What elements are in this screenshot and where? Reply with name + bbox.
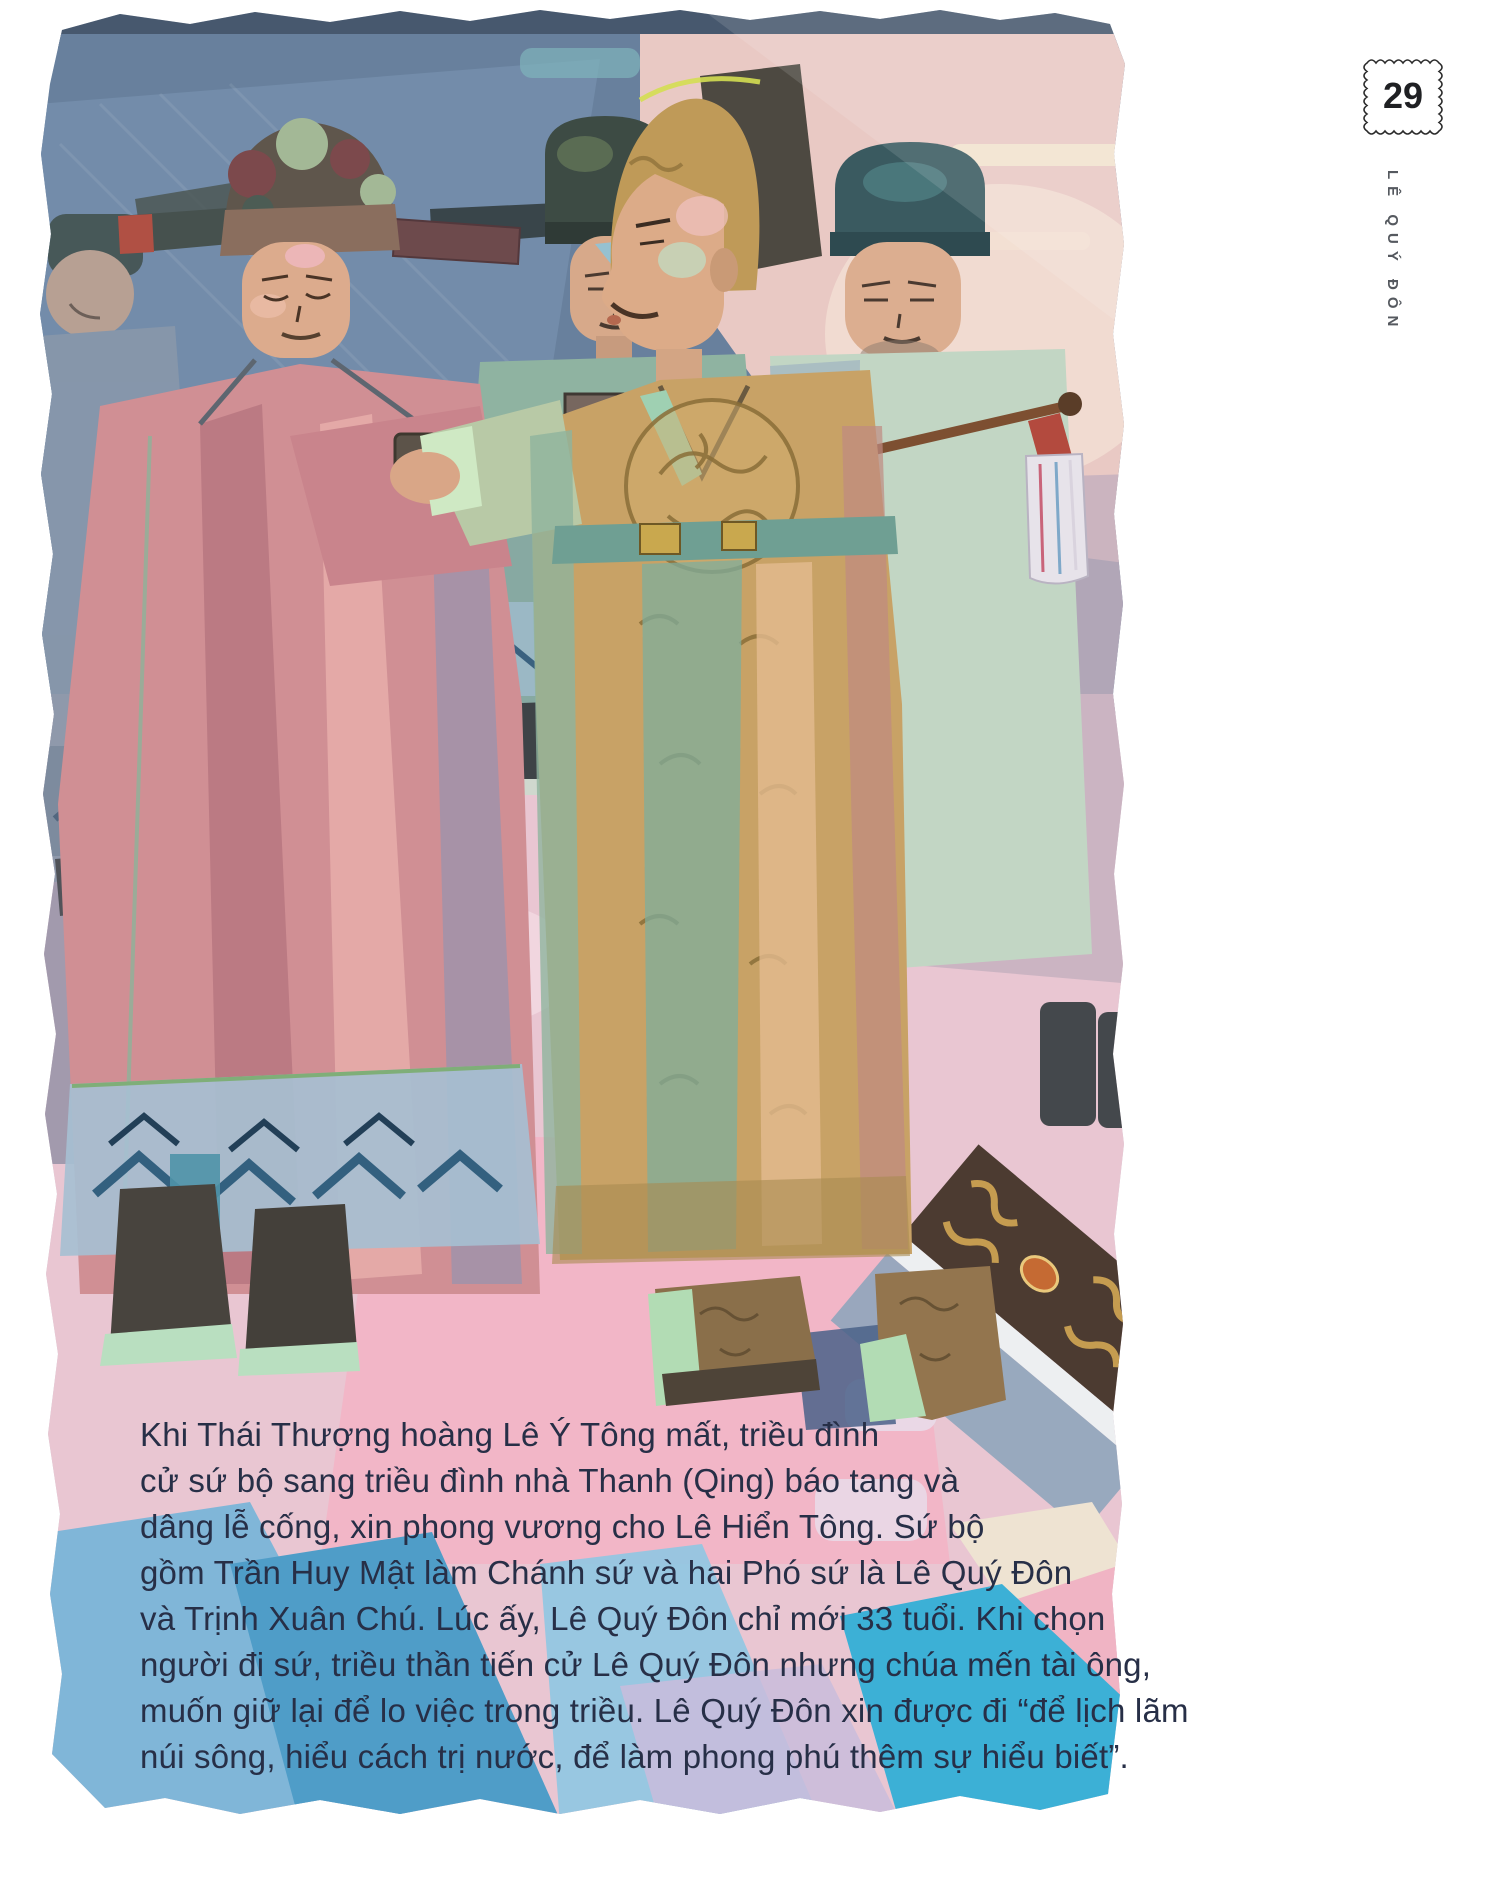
boot — [110, 1184, 232, 1346]
belt-plaque — [722, 522, 756, 550]
caption-line: và Trịnh Xuân Chú. Lúc ấy, Lê Quý Đôn chỉ mới 33 tuổi. Khi chọn — [140, 1600, 1106, 1637]
staff-pommel — [1058, 392, 1082, 416]
boot — [245, 1204, 357, 1358]
caption-line: người đi sứ, triều thần tiến cử Lê Quý Đôn nhưng chúa mến tài ông, — [140, 1646, 1152, 1683]
ear — [710, 248, 738, 292]
hat-wing-tip — [118, 214, 154, 254]
side-title: LÊ QUÝ ĐÔN — [1384, 170, 1401, 334]
caption-line: cử sứ bộ sang triều đình nhà Thanh (Qing) báo tang và — [140, 1462, 960, 1499]
face-highlight-green — [658, 242, 706, 278]
forehead-highlight — [285, 244, 325, 268]
boot — [1040, 1002, 1096, 1126]
hat-ornament — [228, 150, 276, 198]
belt-plaque — [640, 524, 680, 554]
lips — [607, 315, 621, 325]
face — [46, 250, 134, 338]
page-number-stamp — [1360, 56, 1446, 138]
caption-line: núi sông, hiểu cách trị nước, để làm phong phú thêm sự hiểu biết”. — [140, 1738, 1129, 1775]
face-highlight-pink — [676, 196, 728, 236]
hat-wing-right — [393, 219, 520, 264]
caption-line: gồm Trần Huy Mật làm Chánh sứ và hai Phó sứ là Lê Quý Đôn — [140, 1554, 1073, 1591]
teal-streak — [520, 48, 640, 78]
skirt-highlight — [756, 562, 822, 1246]
skirt-teal-panel — [642, 560, 742, 1252]
hem-shadow — [552, 1176, 910, 1264]
page-number: 29 — [1382, 75, 1424, 116]
hand — [396, 452, 460, 500]
hat-ornament — [330, 139, 370, 179]
caption-line: dâng lễ cống, xin phong vương cho Lê Hiển Tông. Sứ bộ — [140, 1508, 985, 1545]
caption-line: Khi Thái Thượng hoàng Lê Ý Tông mất, triều đình — [140, 1416, 880, 1453]
hat-ornament — [276, 118, 328, 170]
caption-line: muốn giữ lại để lo việc trong triều. Lê Quý Đôn xin được đi “để lịch lãm — [140, 1692, 1189, 1729]
hat-sheen — [557, 136, 613, 172]
caption-paragraph — [140, 1412, 1189, 1780]
boot — [1098, 1012, 1146, 1128]
